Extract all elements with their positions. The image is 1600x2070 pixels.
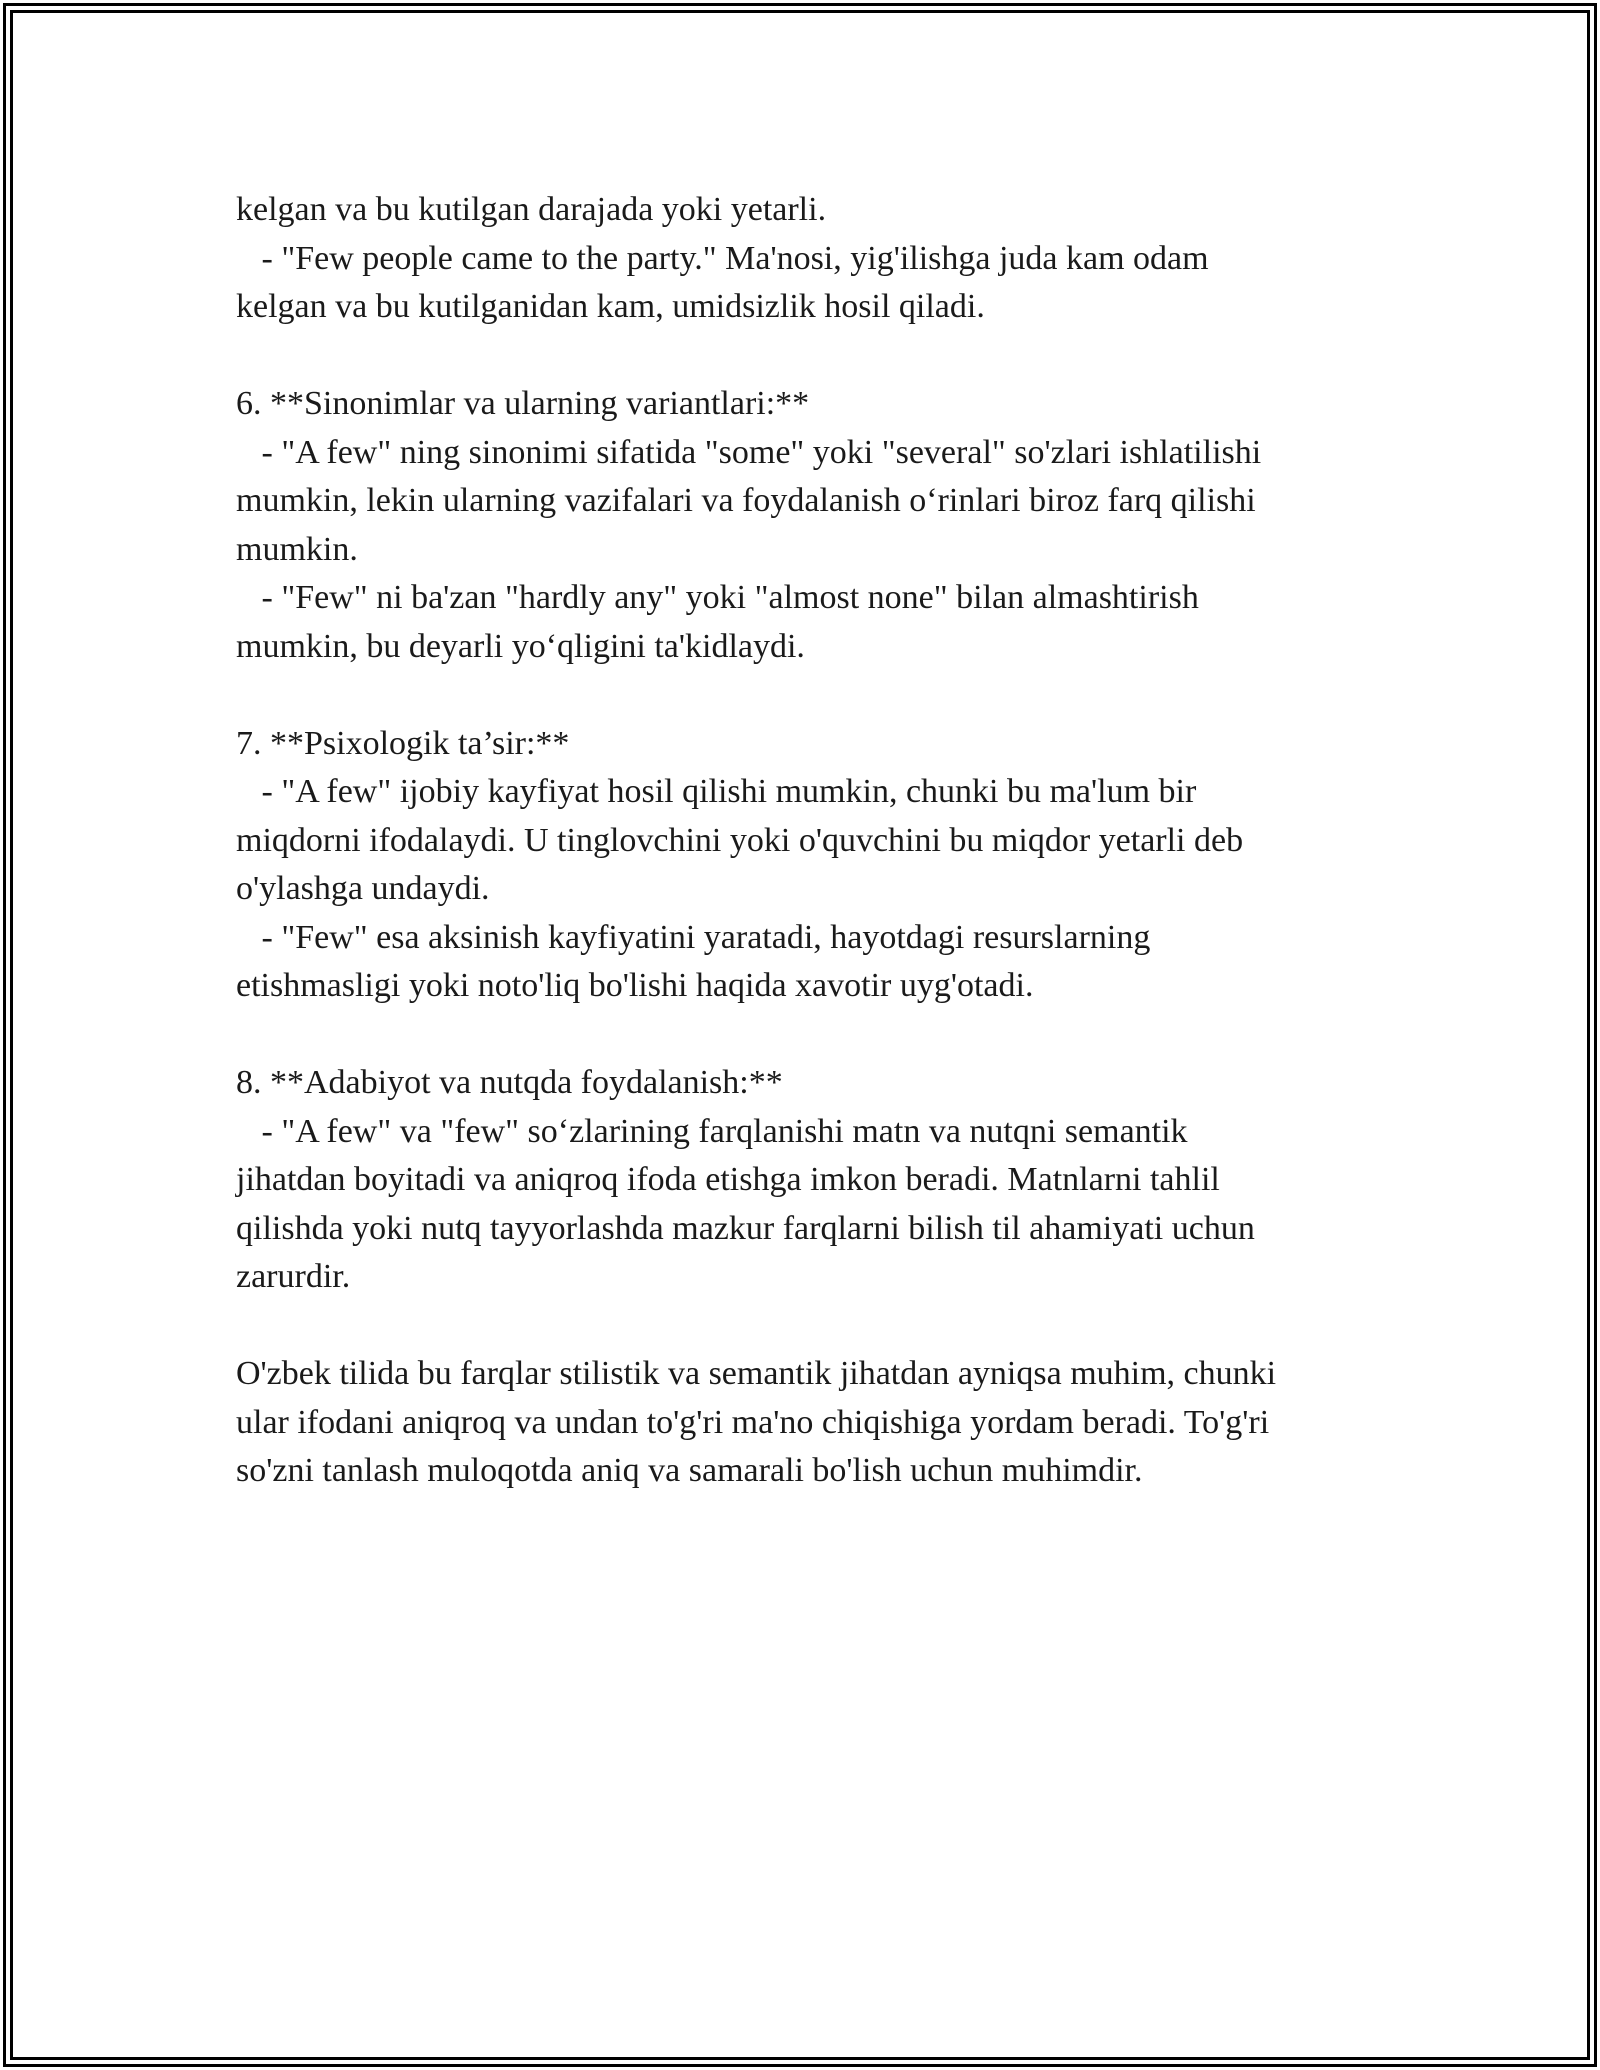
text-line: kelgan va bu kutilgan darajada yoki yetarli. — [236, 191, 827, 228]
text-line: - "A few" va "few" so‘zlarining farqlanishi matn va nutqni semantik — [236, 1112, 1188, 1150]
text-line: - "Few" esa aksinish kayfiyatini yaratadi, hayotdagi resurslarning — [236, 918, 1151, 956]
text-line: mumkin, bu deyarli yo‘qligini ta'kidlaydi. — [236, 627, 805, 665]
text-line: mumkin. — [236, 530, 358, 568]
section-heading-8: 8. **Adabiyot va nutqda foydalanish:** — [236, 1064, 783, 1101]
text-line: - "Few people came to the party." Ma'nosi, yig'ilishga juda kam odam — [236, 239, 1209, 277]
section-heading-6: 6. **Sinonimlar va ularning variantlari:** — [236, 385, 810, 422]
text-line: miqdorni ifodalaydi. U tinglovchini yoki o'quvchini bu miqdor yetarli deb — [236, 821, 1244, 859]
text-line: - "A few" ning sinonimi sifatida "some" yoki "several" so'zlari ishlatilishi — [236, 433, 1262, 471]
section-heading-7: 7. **Psixologik ta’sir:** — [236, 724, 570, 762]
text-line: jihatdan boyitadi va aniqroq ifoda etishga imkon beradi. Matnlarni tahlil — [236, 1161, 1220, 1198]
conclusion-line: ular ifodani aniqroq va undan to'g'ri ma'no chiqishiga yordam beradi. To'g'ri — [236, 1403, 1270, 1441]
text-line: mumkin, lekin ularning vazifalari va foydalanish o‘rinlari biroz farq qilishi — [236, 482, 1256, 519]
conclusion-line: so'zni tanlash muloqotda aniq va samarali bo'lish uchun muhimdir. — [236, 1452, 1143, 1489]
text-line: zarurdir. — [236, 1258, 351, 1295]
blank-line — [236, 671, 1406, 720]
text-line: etishmasligi yoki noto'liq bo'lishi haqida xavotir uyg'otadi. — [236, 967, 1034, 1004]
text-line: o'ylashga undaydi. — [236, 870, 490, 907]
blank-line — [236, 332, 1406, 381]
document-body — [236, 186, 1406, 1496]
text-line: kelgan va bu kutilganidan kam, umidsizlik hosil qiladi. — [236, 288, 985, 325]
text-line: - "Few" ni ba'zan "hardly any" yoki "almost none" bilan almashtirish — [236, 579, 1199, 616]
blank-line — [236, 1302, 1406, 1351]
text-line: - "A few" ijobiy kayfiyat hosil qilishi mumkin, chunki bu ma'lum bir — [236, 773, 1197, 810]
text-line: qilishda yoki nutq tayyorlashda mazkur farqlarni bilish til ahamiyati uchun — [236, 1209, 1255, 1247]
blank-line — [236, 1011, 1406, 1060]
conclusion-line: O'zbek tilida bu farqlar stilistik va semantik jihatdan ayniqsa muhim, chunki — [236, 1355, 1277, 1392]
